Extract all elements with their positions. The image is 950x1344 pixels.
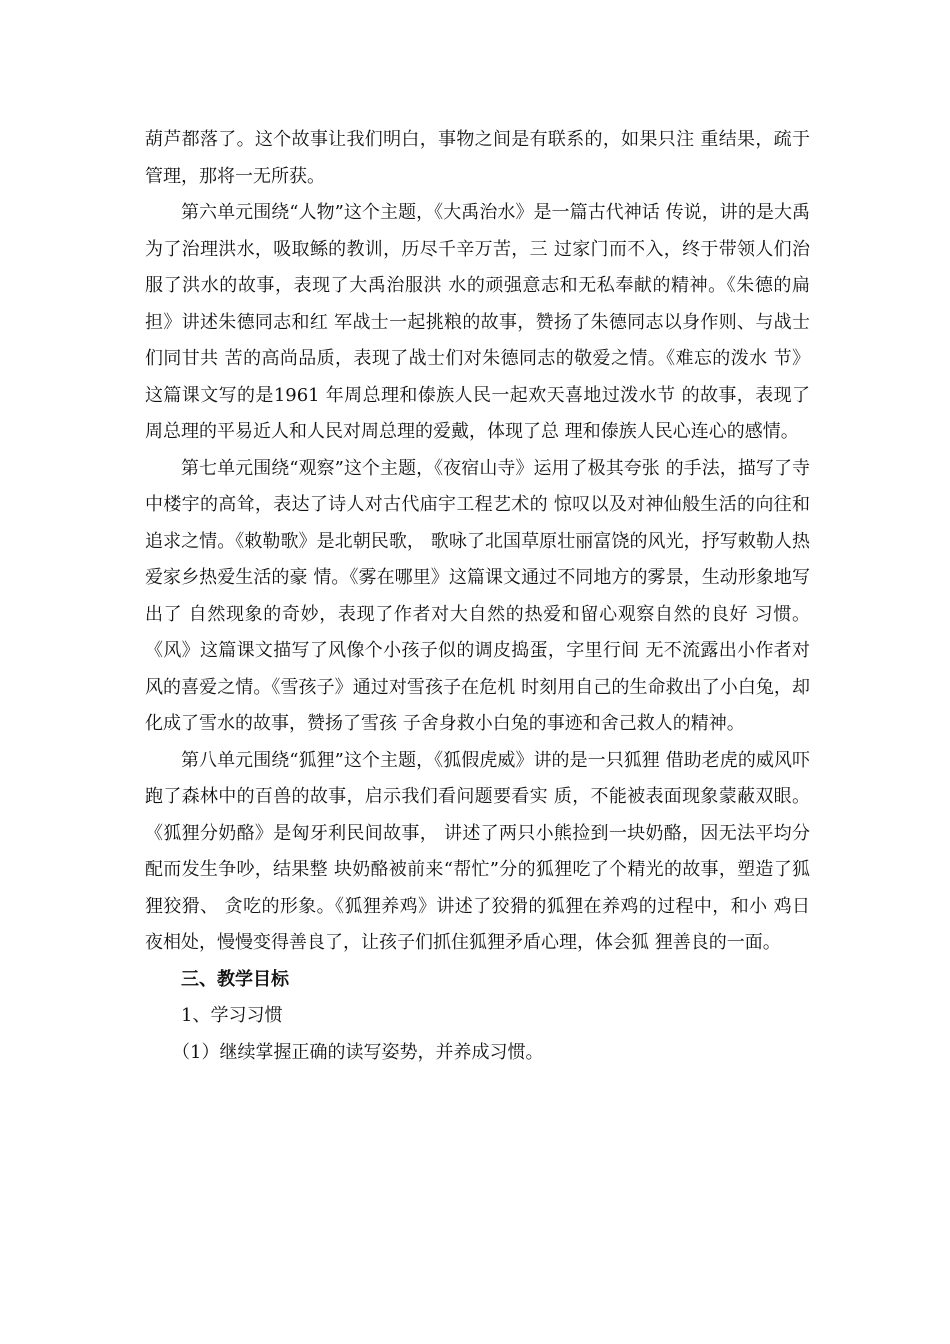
document-body <box>145 122 810 1071</box>
subheading-study-habits: 1、学习习惯 <box>181 1005 283 1026</box>
section-heading-teaching-goals: 三、教学目标 <box>181 968 289 990</box>
paragraph-unit-six: 第六单元围绕“人物”这个主题，《大禹治水》是一篇古代神话 传说，讲的是大禹为了治理洪水，吸取鲧的教训，历尽千辛万苦，三 过家门而不入，终于带领人们治服了洪水的故事，表现了大禹治服洪 水的顽强意志和无私奉献的精神。《朱德的扁担》讲述朱德同志和红 军战士一起挑粮的故事，赞扬了朱德同志以身作则、与战士们同甘共 苦的高尚品质，表现了战士们对朱德同志的敬爱之情。《难忘的泼水 节》这篇课文写的是1961 年周总理和傣族人民一起欢天喜地过泼水节 的故事，表现了周总理的平易近人和人民对周总理的爱戴，体现了总 理和傣族人民心连心的感情。 <box>145 202 810 442</box>
paragraph-unit-seven: 第七单元围绕“观察”这个主题，《夜宿山寺》运用了极其夸张 的手法，描写了寺中楼宇的高耸，表达了诗人对古代庙宇工程艺术的 惊叹以及对神仙般生活的向往和追求之情。《敕勒歌》是北朝民歌， 歌咏了北国草原壮丽富饶的风光，抒写敕勒人热爱家乡热爱生活的豪 情。《雾在哪里》这篇课文通过不同地方的雾景，生动形象地写出了 自然现象的奇妙，表现了作者对大自然的热爱和留心观察自然的良好 习惯。《风》这篇课文描写了风像个小孩子似的调皮捣蛋，字里行间 无不流露出小作者对风的喜爱之情。《雪孩子》通过对雪孩子在危机 时刻用自己的生命救出了小白兔，却化成了雪水的故事，赞扬了雪孩 子舍身救小白兔的事迹和舍己救人的精神。 <box>145 457 810 734</box>
paragraph-unit-eight: 第八单元围绕“狐狸”这个主题，《狐假虎威》讲的是一只狐狸 借助老虎的威风吓跑了森林中的百兽的故事，启示我们看问题要看实 质，不能被表面现象蒙蔽双眼。《狐狸分奶酪》是匈牙利民间故事， 讲述了两只小熊捡到一块奶酪，因无法平均分配而发生争吵，结果整 块奶酪被前来“帮忙”分的狐狸吃了个精光的故事，塑造了狐狸狡猾、 贪吃的形象。《狐狸养鸡》讲述了狡猾的狐狸在养鸡的过程中，和小 鸡日夜相处，慢慢变得善良了，让孩子们抓住狐狸矛盾心理，体会狐 狸善良的一面。 <box>145 749 810 953</box>
list-item-reading-posture: （1）继续掌握正确的读写姿势，并养成习惯。 <box>172 1041 544 1063</box>
paragraph-continued: 葫芦都落了。这个故事让我们明白，事物之间是有联系的，如果只注 重结果，疏于管理，那将一无所获。 <box>145 129 810 187</box>
